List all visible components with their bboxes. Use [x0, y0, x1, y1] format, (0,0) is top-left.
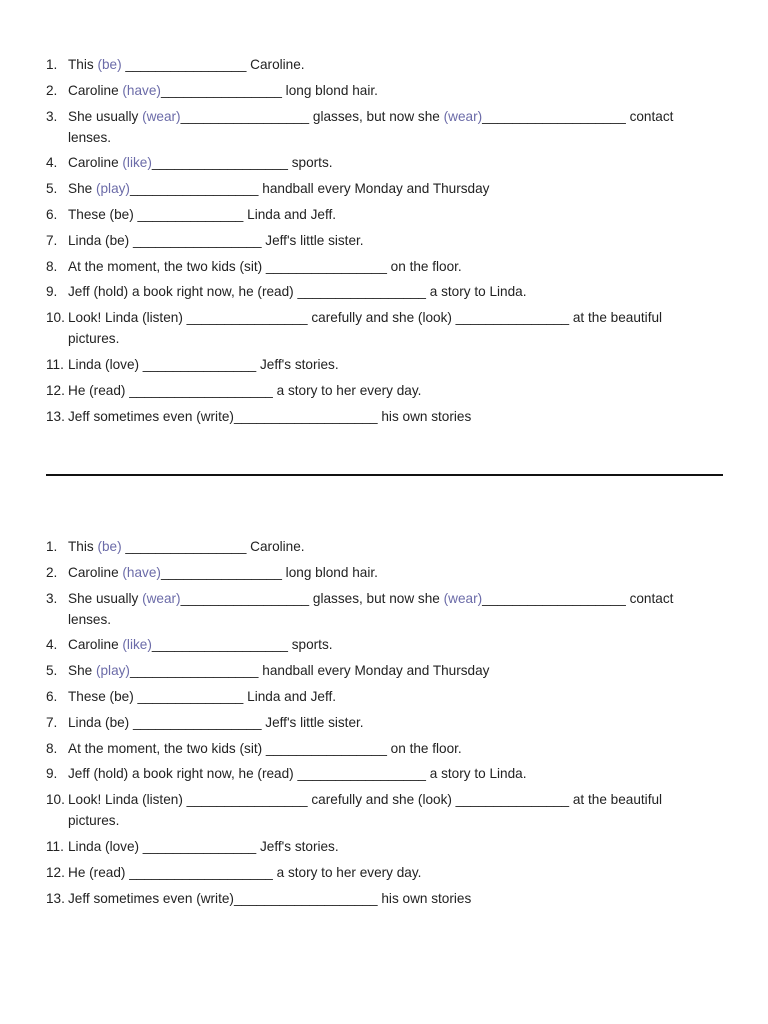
- item-number: 13.: [46, 408, 65, 424]
- sentence-text: She: [68, 663, 96, 679]
- sentence-text: At the moment, the two kids (sit) ________________ on the floor.: [68, 740, 462, 756]
- item-number: 4.: [46, 155, 58, 171]
- item-number: 12.: [46, 382, 65, 398]
- exercise-item: [0, 178, 768, 199]
- exercise-item: [0, 836, 768, 857]
- item-number: 3.: [46, 108, 58, 124]
- exercise-list-bottom: [0, 536, 768, 913]
- exercise-list-top: [0, 54, 768, 431]
- exercise-items: [0, 536, 768, 909]
- exercise-item: [0, 256, 768, 277]
- sentence-text: He (read) ___________________ a story to her every day.: [68, 382, 422, 398]
- sentence-text: ________________ Caroline.: [121, 539, 305, 554]
- exercise-item: [0, 660, 768, 681]
- item-number: 2.: [46, 564, 58, 580]
- exercise-item: [0, 307, 768, 349]
- sentence-text: Caroline: [68, 155, 123, 171]
- item-number: 7.: [46, 232, 58, 248]
- exercise-item: [0, 738, 768, 759]
- sentence-text: _________________ glasses, but now she: [180, 108, 444, 124]
- verb-hint: (be): [97, 539, 122, 554]
- verb-hint: (like): [122, 637, 152, 653]
- sentence-text: ________________ long blond hair.: [160, 564, 378, 580]
- item-number: 4.: [46, 637, 58, 653]
- exercise-item: [0, 380, 768, 401]
- sentence-text: ________________ Caroline.: [121, 57, 305, 72]
- item-number: 2.: [46, 82, 58, 98]
- item-number: 8.: [46, 258, 58, 274]
- item-number: 6.: [46, 688, 58, 704]
- item-number: 11.: [46, 356, 64, 372]
- exercise-item: [0, 634, 768, 655]
- sentence-text: Jeff (hold) a book right now, he (read) _________________ a story to Linda.: [68, 766, 527, 782]
- verb-hint: (wear): [443, 108, 483, 124]
- sentence-text: _________________ handball every Monday and Thursday: [129, 181, 490, 197]
- item-number: 6.: [46, 206, 58, 222]
- exercise-item: [0, 54, 768, 75]
- exercise-item: [0, 204, 768, 225]
- exercise-item: [0, 106, 768, 148]
- item-number: 1.: [46, 539, 58, 554]
- item-number: 11.: [46, 838, 64, 854]
- sentence-text: Jeff sometimes even (write)___________________ his own stories: [68, 890, 472, 906]
- item-number: 3.: [46, 590, 58, 606]
- exercise-item: [0, 712, 768, 733]
- exercise-item: [0, 152, 768, 173]
- sentence-text: __________________ sports.: [151, 155, 333, 171]
- exercise-item: [0, 281, 768, 302]
- verb-hint: (wear): [142, 590, 181, 606]
- sentence-text: At the moment, the two kids (sit) ________________ on the floor.: [68, 258, 462, 274]
- sentence-text: She usually: [68, 108, 143, 124]
- item-number: 13.: [46, 890, 65, 906]
- exercise-items: [0, 54, 768, 427]
- exercise-item: [0, 888, 768, 909]
- sentence-text: Caroline: [68, 637, 123, 653]
- exercise-item: [0, 536, 768, 557]
- sentence-text: Linda (be) _________________ Jeff's little sister.: [68, 714, 364, 730]
- sentence-text: These (be) ______________ Linda and Jeff.: [68, 688, 337, 704]
- exercise-item: [0, 862, 768, 883]
- sentence-text: ___________________ contact lenses.: [68, 108, 674, 145]
- item-number: 10.: [46, 792, 65, 808]
- sentence-text: Look! Linda (listen) ________________ carefully and she (look) _______________ at the beautiful pictures.: [68, 310, 663, 347]
- item-number: 5.: [46, 181, 58, 197]
- sentence-text: Caroline: [68, 82, 123, 98]
- exercise-item: [0, 354, 768, 375]
- verb-hint: (have): [122, 82, 161, 98]
- sentence-text: Look! Linda (listen) ________________ carefully and she (look) _______________ at the beautiful pictures.: [68, 792, 663, 829]
- verb-hint: (be): [97, 57, 122, 72]
- section-divider: [46, 474, 723, 476]
- verb-hint: (wear): [142, 108, 181, 124]
- sentence-text: _________________ handball every Monday and Thursday: [129, 663, 490, 679]
- sentence-text: Jeff (hold) a book right now, he (read) _________________ a story to Linda.: [68, 284, 527, 300]
- item-number: 12.: [46, 864, 65, 880]
- item-number: 10.: [46, 310, 65, 326]
- sentence-text: She usually: [68, 590, 143, 606]
- item-number: 9.: [46, 766, 58, 782]
- item-number: 1.: [46, 57, 58, 72]
- sentence-text: This: [68, 57, 98, 72]
- sentence-text: This: [68, 539, 98, 554]
- sentence-text: Linda (love) _______________ Jeff's stories.: [68, 356, 339, 372]
- sentence-text: Linda (love) _______________ Jeff's stories.: [68, 838, 339, 854]
- sentence-text: ___________________ contact lenses.: [68, 590, 674, 627]
- sentence-text: ________________ long blond hair.: [160, 82, 378, 98]
- sentence-text: Caroline: [68, 564, 123, 580]
- item-number: 7.: [46, 714, 58, 730]
- exercise-item: [0, 588, 768, 630]
- item-number: 5.: [46, 663, 58, 679]
- sentence-text: Linda (be) _________________ Jeff's little sister.: [68, 232, 364, 248]
- exercise-item: [0, 80, 768, 101]
- verb-hint: (like): [122, 155, 152, 171]
- exercise-item: [0, 763, 768, 784]
- verb-hint: (have): [122, 564, 161, 580]
- verb-hint: (wear): [443, 590, 483, 606]
- verb-hint: (play): [95, 181, 130, 197]
- exercise-item: [0, 230, 768, 251]
- sentence-text: Jeff sometimes even (write)___________________ his own stories: [68, 408, 472, 424]
- exercise-item: [0, 789, 768, 831]
- sentence-text: He (read) ___________________ a story to her every day.: [68, 864, 422, 880]
- sentence-text: These (be) ______________ Linda and Jeff.: [68, 206, 337, 222]
- item-number: 9.: [46, 284, 58, 300]
- exercise-item: [0, 686, 768, 707]
- exercise-item: [0, 562, 768, 583]
- exercise-item: [0, 406, 768, 427]
- sentence-text: __________________ sports.: [151, 637, 333, 653]
- sentence-text: She: [68, 181, 96, 197]
- sentence-text: _________________ glasses, but now she: [180, 590, 444, 606]
- verb-hint: (play): [95, 663, 130, 679]
- item-number: 8.: [46, 740, 58, 756]
